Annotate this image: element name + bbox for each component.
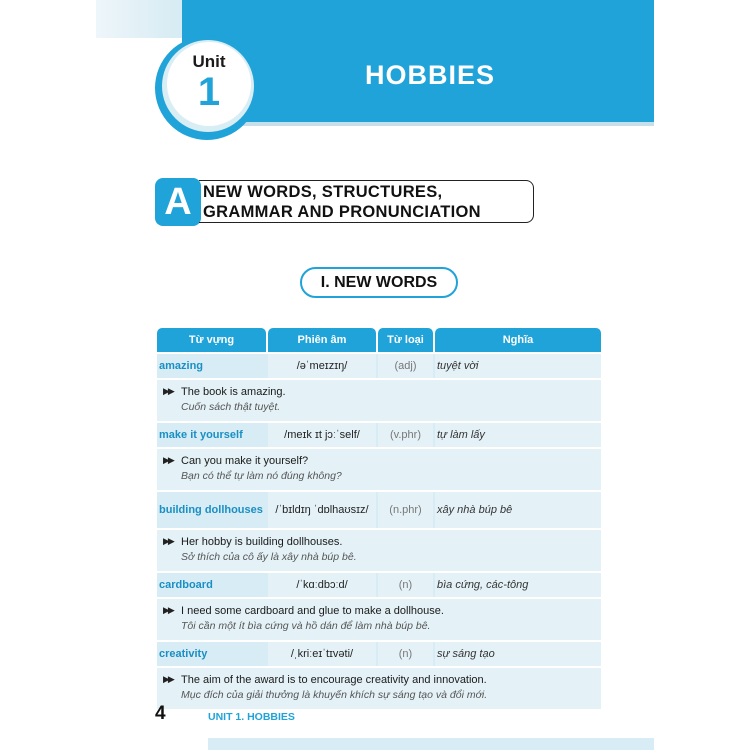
example-vietnamese: Mục đích của giải thưởng là khuyến khích sự sáng tạo và đổi mới. xyxy=(181,689,488,701)
example-arrow-icon: ▶▶ xyxy=(163,674,173,684)
word-cell: make it yourself xyxy=(157,423,266,447)
example-row xyxy=(157,668,601,709)
word-cell: creativity xyxy=(157,642,266,666)
example-english: Can you make it yourself? xyxy=(181,455,309,467)
example-vietnamese: Bạn có thể tự làm nó đúng không? xyxy=(181,470,342,482)
type-cell: (adj) xyxy=(378,354,433,378)
meaning-cell: bìa cứng, các-tông xyxy=(435,573,601,597)
header-type: Từ loại xyxy=(378,328,433,352)
example-vietnamese: Tôi cần một ít bìa cứng và hồ dán để làm nhà búp bê. xyxy=(181,620,431,632)
header-strip xyxy=(96,0,182,38)
type-cell: (n.phr) xyxy=(378,492,433,528)
example-vietnamese: Sở thích của cô ấy là xây nhà búp bê. xyxy=(181,551,357,563)
type-cell: (v.phr) xyxy=(378,423,433,447)
type-cell: (n) xyxy=(378,642,433,666)
subheading-new-words: I. NEW WORDS xyxy=(300,267,458,298)
example-row xyxy=(157,449,601,490)
example-arrow-icon: ▶▶ xyxy=(163,536,173,546)
meaning-cell: sự sáng tạo xyxy=(435,642,601,666)
table-row xyxy=(157,354,601,378)
table-header xyxy=(157,328,601,352)
unit-badge xyxy=(167,42,251,126)
table-row xyxy=(157,492,601,528)
example-row xyxy=(157,530,601,571)
meaning-cell: tuyệt vời xyxy=(435,354,601,378)
header-word: Từ vựng xyxy=(157,328,266,352)
word-cell: cardboard xyxy=(157,573,266,597)
section-letter: A xyxy=(155,178,201,226)
header-meaning: Nghĩa xyxy=(435,328,601,352)
example-row xyxy=(157,380,601,421)
table-row xyxy=(157,423,601,447)
example-vietnamese: Cuốn sách thật tuyệt. xyxy=(181,401,281,413)
example-arrow-icon: ▶▶ xyxy=(163,605,173,615)
phonetic-cell: /ˈbɪldɪŋ ˈdɒlhaʊsɪz/ xyxy=(268,492,376,528)
example-english: The book is amazing. xyxy=(181,386,286,398)
phonetic-cell: /ˈkɑːdbɔːd/ xyxy=(268,573,376,597)
header-band-shadow xyxy=(182,122,654,126)
section-title-line2: GRAMMAR AND PRONUNCIATION xyxy=(203,203,481,221)
example-arrow-icon: ▶▶ xyxy=(163,386,173,396)
unit-label: Unit xyxy=(192,52,226,71)
unit-number: 1 xyxy=(197,70,221,114)
table-row xyxy=(157,642,601,666)
table-row xyxy=(157,573,601,597)
vocabulary-table xyxy=(157,328,601,709)
example-english: The aim of the award is to encourage creativity and innovation. xyxy=(181,674,487,686)
unit-title: HOBBIES xyxy=(364,60,496,90)
meaning-cell: xây nhà búp bê xyxy=(435,492,601,528)
page-number: 4 xyxy=(155,703,166,724)
example-english: Her hobby is building dollhouses. xyxy=(181,536,343,548)
meaning-cell: tự làm lấy xyxy=(435,423,601,447)
phonetic-cell: /əˈmeɪzɪŋ/ xyxy=(268,354,376,378)
phonetic-cell: /ˌkriːeɪˈtɪvəti/ xyxy=(268,642,376,666)
section-title-line1: NEW WORDS, STRUCTURES, xyxy=(203,183,443,201)
example-english: I need some cardboard and glue to make a dollhouse. xyxy=(181,605,444,617)
example-arrow-icon: ▶▶ xyxy=(163,455,173,465)
word-cell: building dollhouses xyxy=(157,492,266,528)
phonetic-cell: /meɪk ɪt jɔːˈself/ xyxy=(268,423,376,447)
type-cell: (n) xyxy=(378,573,433,597)
footer-unit-title: UNIT 1. HOBBIES xyxy=(208,711,295,723)
footer-bar xyxy=(208,738,654,750)
example-row xyxy=(157,599,601,640)
header-phonetic: Phiên âm xyxy=(268,328,376,352)
section-title-box xyxy=(199,180,534,223)
word-cell: amazing xyxy=(157,354,266,378)
